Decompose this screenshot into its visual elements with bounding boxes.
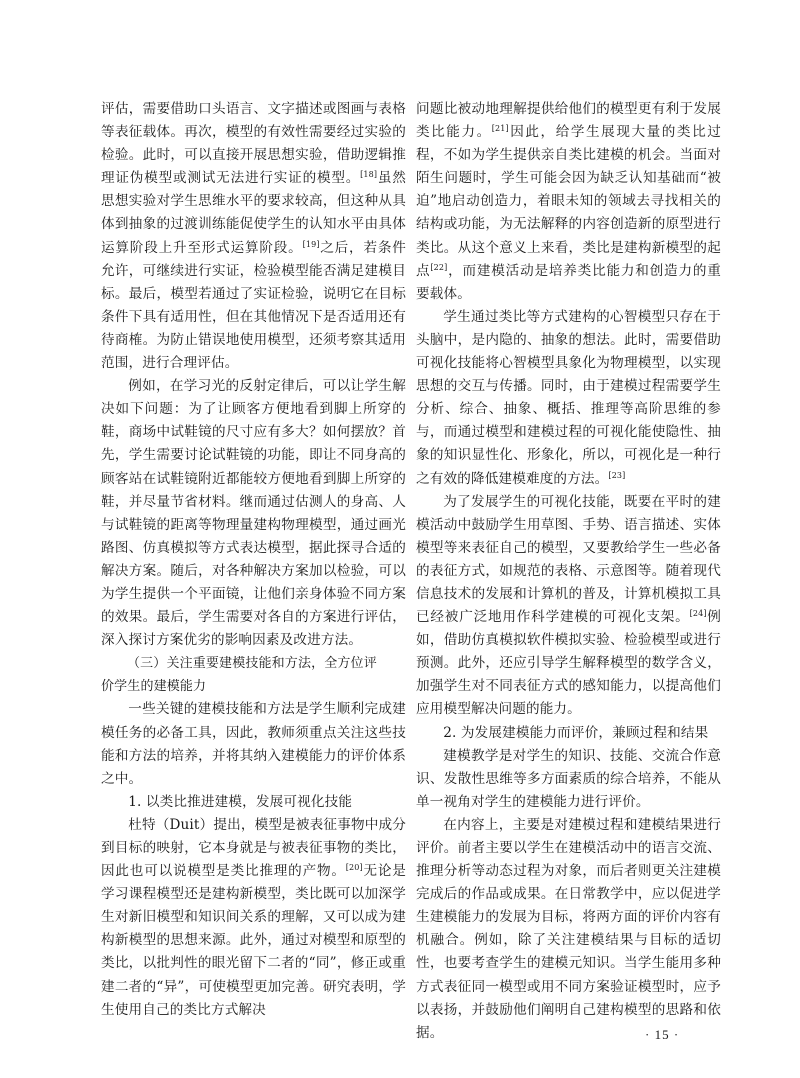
left-column xyxy=(101,98,406,1022)
citation: [20] xyxy=(345,863,363,873)
paragraph: 评估，需要借助口头语言、文字描述或图画与表格等表征载体。再次，模型的有效性需要经过实验的检验。此时，可以直接开展思想实验，借助逻辑推理证伪模型或测试无法进行实证的模型。[18]虽然思想实验对学生思维水平的要求较高，但这种从具体到抽象的过渡训练能促使学生的认知水平由具体运算阶段上升至形式运算阶段。[19]之后，若条件允许，可继续进行实证，检验模型能否满足建模目标。最后，模型若通过了实证检验，说明它在目标条件下具有适用性，但在其他情况下是否适用还有待商榷。为防止错误地使用模型，还须考察其适用范围，进行合理评估。 xyxy=(101,101,406,372)
citation: [23] xyxy=(608,470,626,480)
citation: [19] xyxy=(302,239,320,249)
paragraph: 建模教学是对学生的知识、技能、交流合作意识、发散性思维等多方面素质的综合培养，不能从单一视角对学生的建模能力进行评价。 xyxy=(416,747,721,810)
paragraph: 问题比被动地理解提供给他们的模型更有利于发展类比能力。[21]因此，给学生展现大量的类比过程，不如为学生提供亲自类比建模的机会。当面对陌生问题时，学生可能会因为缺乏认知基础而“被迫”地启动创造力，着眼未知的领域去寻找相关的结构或功能，为无法解释的内容创造新的原型进行类比。从这个意义上来看，类比是建构新模型的起点[22]，而建模活动是培养类比能力和创造力的重要载体。 xyxy=(416,101,721,302)
paragraph: 一些关键的建模技能和方法是学生顺利完成建模任务的必备工具，因此，教师须重点关注这些技能和方法的培养，并将其纳入建模能力的评价体系之中。 xyxy=(101,701,406,787)
paragraph: 例如，在学习光的反射定律后，可以让学生解决如下问题：为了让顾客方便地看到脚上所穿的鞋，商场中试鞋镜的尺寸应有多大？如何摆放？首先，学生需要讨论试鞋镜的功能，即让不同身高的顾客站在试鞋镜附近都能较方便地看到脚上所穿的鞋，并尽量节省材料。继而通过估测人的身高、人与试鞋镜的距离等物理量建构物理模型，通过画光路图、仿真模拟等方式表达模型，据此探寻合适的解决方案。随后，对各种解决方案加以检验，可以为学生提供一个平面镜，让他们亲身体验不同方案的效果。最后，学生需要对各自的方案进行评估，深入探讨方案优劣的影响因素及改进方法。 xyxy=(101,378,406,649)
section-heading: （三）关注重要建模技能和方法，全方位评 xyxy=(127,656,377,672)
section-heading-cont: 价学生的建模能力 xyxy=(101,679,207,695)
subsection-heading: 2. 为发展建模能力而评价，兼顾过程和结果 xyxy=(443,724,709,741)
paragraph: 杜特（Duit）提出，模型是被表征事物中成分到目标的映射，它本身就是与被表征事物的类比，因此也可以说模型是类比推理的产物。[20]无论是学习课程模型还是建构新模型，类比既可以加深学生对新旧模型和知识间关系的理解，又可以成为建构新模型的思想来源。此外，通过对模型和原型的类比，以批判性的眼光留下二者的“同”，修正或重建二者的“异”，可使模型更加完善。研究表明，学生使用自己的类比方式解决 xyxy=(101,816,406,1018)
citation: [22] xyxy=(430,262,448,272)
right-column xyxy=(416,98,721,1045)
subsection-heading: 1. 以类比推进建模，发展可视化技能 xyxy=(128,793,353,810)
paragraph: 在内容上，主要是对建模过程和建模结果进行评价。前者主要以学生在建模活动中的语言交流、推理分析等动态过程为对象，而后者则更关注建模完成后的作品或成果。在日常教学中，应以促进学生建模能力的发展为目标，将两方面的评价内容有机融合。例如，除了关注建模结果与目标的适切性，也要考查学生的建模元知识。当学生能用多种方式表征同一模型或用不同方案验证模型时，应予以表扬，并鼓励他们阐明自己建构模型的思路和依据。 xyxy=(416,816,721,1041)
citation: [21] xyxy=(491,124,509,134)
citation: [18] xyxy=(360,170,378,180)
citation: [24] xyxy=(689,609,707,619)
page-number: · 15 · xyxy=(645,1027,680,1042)
paragraph: 学生通过类比等方式建构的心智模型只存在于头脑中，是内隐的、抽象的想法。此时，需要借助可视化技能将心智模型具象化为物理模型，以实现思想的交互与传播。同时，由于建模过程需要学生分析、综合、抽象、概括、推理等高阶思维的参与，而通过模型和建模过程的可视化能使隐性、抽象的知识显性化、形象化，所以，可视化是一种行之有效的降低建模难度的方法。[23] xyxy=(416,308,721,487)
paragraph: 为了发展学生的可视化技能，既要在平时的建模活动中鼓励学生用草图、手势、语言描述、实体模型等来表征自己的模型，又要教给学生一些必备的表征方式，如规范的表格、示意图等。随着现代信息技术的发展和计算机的普及，计算机模拟工具已经被广泛地用作科学建模的可视化支架。[24]例如，借助仿真模拟软件模拟实验、检验模型或进行预测。此外，还应引导学生解释模型的数学含义，加强学生对不同表征方式的感知能力，以提高他们应用模型解决问题的能力。 xyxy=(416,493,721,718)
